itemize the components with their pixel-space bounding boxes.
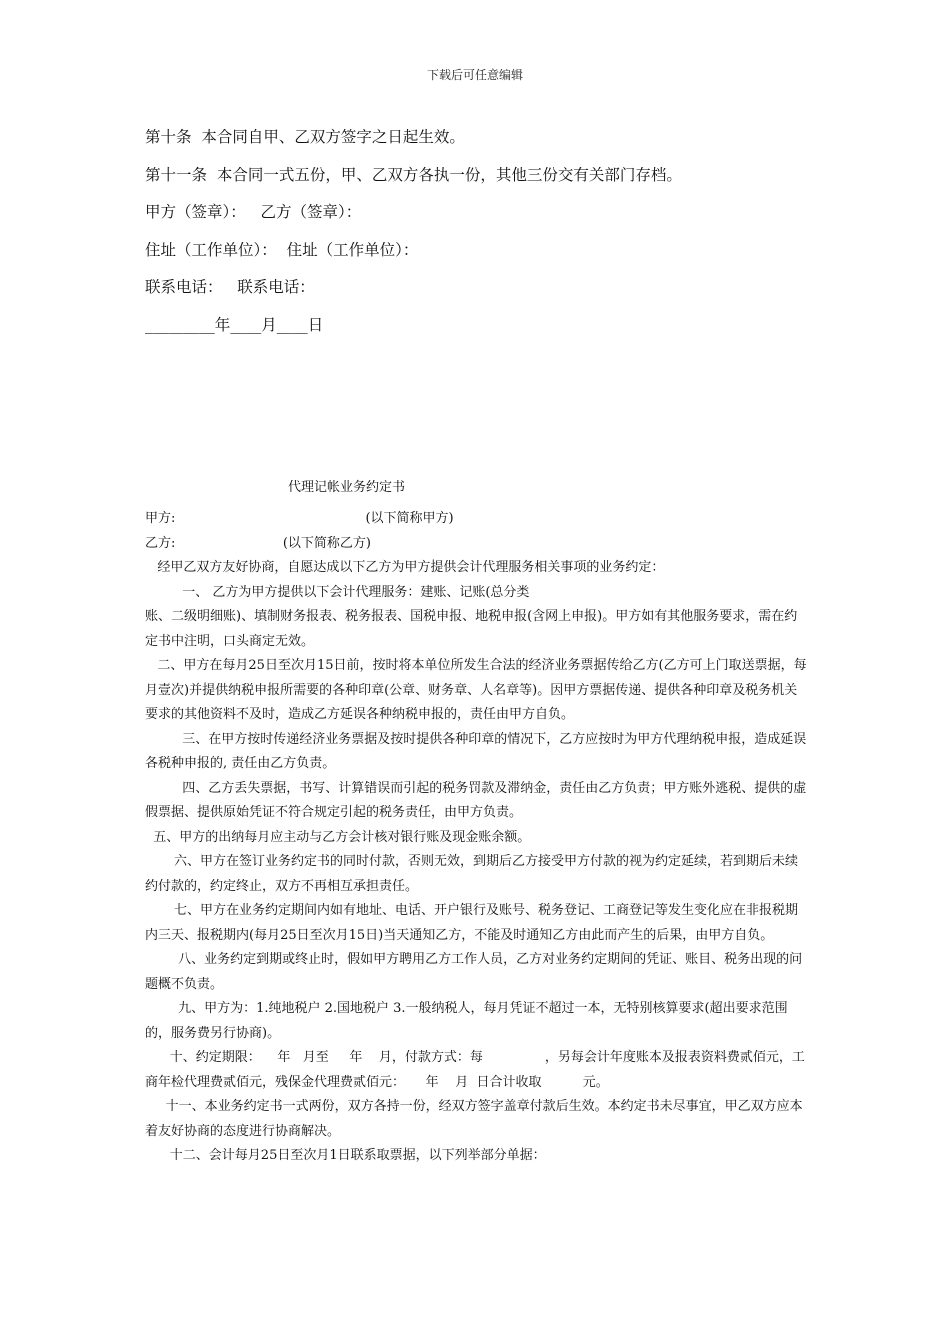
address-line: 住址（工作单位）： 住址（工作单位）： [145,240,419,259]
article-11: 第十一条 本合同一式五份，甲、乙双方各执一份，其他三份交有关部门存档。 [145,165,682,184]
date-line: _________年____月____日 [145,315,324,334]
agreement-body [145,507,810,1169]
agreement-intro: 经甲乙双方友好协商，自愿达成以下乙方为甲方提供会计代理服务相关事项的业务约定： [145,560,665,575]
phone-line: 联系电话： 联系电话： [145,278,315,296]
clause-6: 六、甲方在签订业务约定书的同时付款，否则无效，到期后乙方接受甲方付款的视为约定延续，若到期后未续约付款的，约定终止，双方不再相互承担责任。 [145,854,798,894]
clause-1-first-line: 一、 乙方为甲方提供以下会计代理服务：建账、记账(总分类 [145,584,530,600]
clause-7: 七、甲方在业务约定期间内如有地址、电话、开户银行及账号、税务登记、工商登记等发生变化应在非报税期内三天、报税期内(每月25日至次月15日)当天通知乙方，不能及时通知乙方由此而产生的后果，由甲方自负。 [145,903,798,943]
article-10: 第十条 本合同自甲、乙双方签字之日起生效。 [145,128,465,146]
signature-line: 甲方（签章）： 乙方（签章）： [145,203,362,221]
party-a-line: 甲方: (以下简称甲方) [145,511,454,526]
clause-3: 三、在甲方按时传递经济业务票据及按时提供各种印章的情况下，乙方应按时为甲方代理纳税申报，造成延误各税种申报的, 责任由乙方负责。 [145,731,807,771]
clause-12: 十二、会计每月25日至次月1日联系取票据，以下列举部分单据： [145,1148,546,1163]
contract-closing-section [145,126,682,351]
party-b-line: 乙方: (以下简称乙方) [145,535,371,551]
page-header-note: 下载后可任意编辑 [426,68,523,82]
clause-4: 四、乙方丢失票据，书写、计算错误而引起的税务罚款及滞纳金，责任由乙方负责；甲方账外逃税、提供的虚假票据、提供原始凭证不符合规定引起的税务责任，由甲方负责。 [145,780,807,820]
agreement-title: 代理记帐业务约定书 [288,480,406,495]
clause-10: 十、约定期限： 年 月至 年 月，付款方式：每 ，另每会计年度账本及报表资料费贰佰元，工商年检代理费贰佰元，残保金代理费贰佰元： 年 月 日合计收取 元。 [145,1050,805,1090]
clause-5: 五、甲方的出纳每月应主动与乙方会计核对银行账及现金账余额。 [145,829,531,845]
clause-2: 二、甲方在每月25日至次月15日前，按时将本单位所发生合法的经济业务票据传给乙方(乙方可上门取送票据，每月壹次)并提供纳税申报所需要的各种印章(公章、财务章、人名章等)。因甲方票据传递、提供各种印章及税务机关要求的其他资料不及时，造成乙方延误各种纳税申报的，责任由甲方自负。 [145,658,807,722]
clause-8: 八、业务约定到期或终止时，假如甲方聘用乙方工作人员，乙方对业务约定期间的凭证、账目、税务出现的问题概不负责。 [145,952,803,992]
clause-11: 十一、本业务约定书一式两份，双方各持一份，经双方签字盖章付款后生效。本约定书未尽事宜，甲乙双方应本着友好协商的态度进行协商解决。 [145,1099,803,1139]
clause-9: 九、甲方为：1.纯地税户 2.国地税户 3.一般纳税人，每月凭证不超过一本，无特别核算要求(超出要求范围的，服务费另行协商)。 [145,1001,788,1041]
clause-1-rest: 账、二级明细账)、填制财务报表、税务报表、国税申报、地税申报(含网上申报)。甲方如有其他服务要求，需在约定书中注明，口头商定无效。 [145,609,798,649]
